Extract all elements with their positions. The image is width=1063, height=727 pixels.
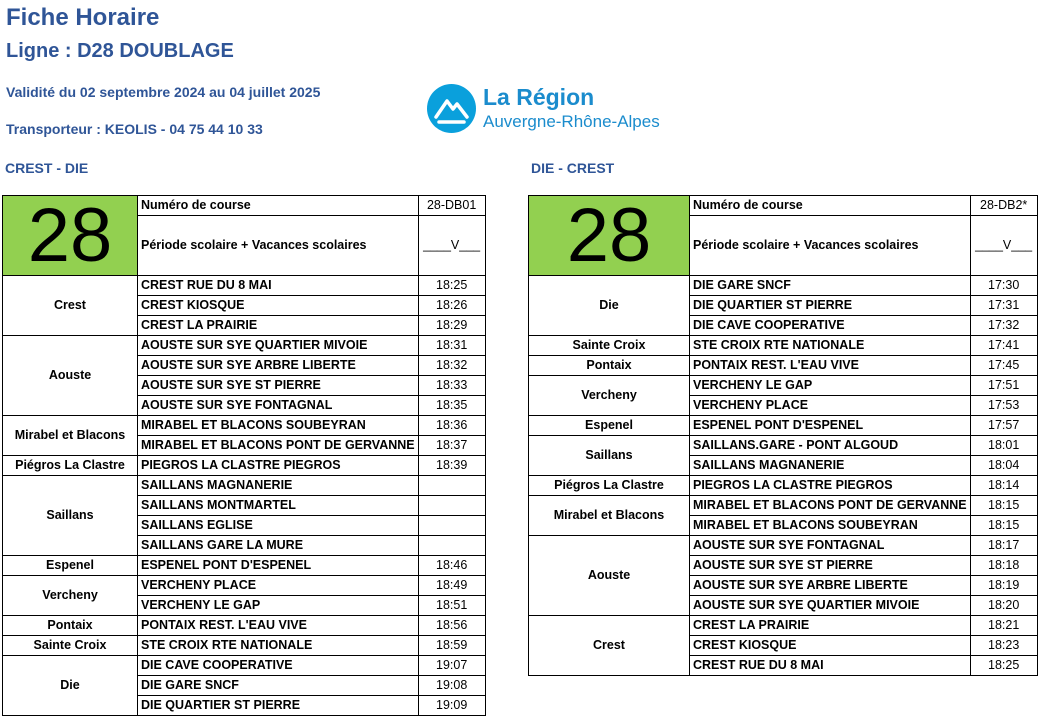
direction-title-left: CREST - DIE xyxy=(5,160,89,176)
stop-time: 17:41 xyxy=(970,336,1037,356)
region-logo-subtitle: Auvergne-Rhône-Alpes xyxy=(483,112,660,131)
stop-time: 18:18 xyxy=(970,556,1037,576)
stop-name: AOUSTE SUR SYE FONTAGNAL xyxy=(138,396,419,416)
stop-name: PIEGROS LA CLASTRE PIEGROS xyxy=(690,476,971,496)
stop-row xyxy=(529,416,1038,436)
stop-time: 18:37 xyxy=(418,436,485,456)
town-name: Crest xyxy=(529,616,690,676)
stop-name: SAILLANS MAGNANERIE xyxy=(690,456,971,476)
page-title: Fiche Horaire xyxy=(6,4,160,31)
stop-name: MIRABEL ET BLACONS PONT DE GERVANNE xyxy=(138,436,419,456)
stop-time: 18:51 xyxy=(418,596,485,616)
stop-row xyxy=(3,476,486,496)
stop-name: VERCHENY PLACE xyxy=(138,576,419,596)
stop-time: 17:53 xyxy=(970,396,1037,416)
stop-name: CREST KIOSQUE xyxy=(138,296,419,316)
stop-name: SAILLANS MONTMARTEL xyxy=(138,496,419,516)
town-name: Piégros La Clastre xyxy=(3,456,138,476)
validity-dates: Validité du 02 septembre 2024 au 04 juillet 2025 xyxy=(6,84,321,100)
period-label: Période scolaire + Vacances scolaires xyxy=(138,216,419,276)
stop-row xyxy=(529,336,1038,356)
region-logo xyxy=(427,84,677,136)
stop-name: CREST LA PRAIRIE xyxy=(138,316,419,336)
stop-name: SAILLANS.GARE - PONT ALGOUD xyxy=(690,436,971,456)
stop-name: AOUSTE SUR SYE ST PIERRE xyxy=(690,556,971,576)
course-number-label: Numéro de course xyxy=(690,196,971,216)
stop-name: AOUSTE SUR SYE ARBRE LIBERTE xyxy=(138,356,419,376)
stop-time: 17:32 xyxy=(970,316,1037,336)
period-value: ____V___ xyxy=(418,216,485,276)
stop-name: DIE CAVE COOPERATIVE xyxy=(138,656,419,676)
course-number-value: 28-DB2* xyxy=(970,196,1037,216)
stop-time: 18:31 xyxy=(418,336,485,356)
town-name: Mirabel et Blacons xyxy=(3,416,138,456)
stop-row xyxy=(3,456,486,476)
town-name: Sainte Croix xyxy=(3,636,138,656)
stop-name: DIE GARE SNCF xyxy=(690,276,971,296)
town-name: Aouste xyxy=(3,336,138,416)
stop-name: MIRABEL ET BLACONS SOUBEYRAN xyxy=(138,416,419,436)
stop-time: 17:30 xyxy=(970,276,1037,296)
stop-name: AOUSTE SUR SYE ARBRE LIBERTE xyxy=(690,576,971,596)
stop-name: PONTAIX REST. L'EAU VIVE xyxy=(690,356,971,376)
stop-time: 18:19 xyxy=(970,576,1037,596)
town-name: Sainte Croix xyxy=(529,336,690,356)
stop-name: ESPENEL PONT D'ESPENEL xyxy=(138,556,419,576)
stop-name: CREST KIOSQUE xyxy=(690,636,971,656)
stop-time xyxy=(418,476,485,496)
stop-time: 18:49 xyxy=(418,576,485,596)
stop-row xyxy=(529,616,1038,636)
town-name: Saillans xyxy=(3,476,138,556)
stop-name: AOUSTE SUR SYE FONTAGNAL xyxy=(690,536,971,556)
stop-name: CREST RUE DU 8 MAI xyxy=(690,656,971,676)
stop-name: DIE QUARTIER ST PIERRE xyxy=(690,296,971,316)
stop-time: 18:35 xyxy=(418,396,485,416)
town-name: Saillans xyxy=(529,436,690,476)
town-name: Mirabel et Blacons xyxy=(529,496,690,536)
stop-time xyxy=(418,516,485,536)
town-name: Crest xyxy=(3,276,138,336)
stop-time: 18:04 xyxy=(970,456,1037,476)
town-name: Aouste xyxy=(529,536,690,616)
town-name: Pontaix xyxy=(529,356,690,376)
stop-name: DIE QUARTIER ST PIERRE xyxy=(138,696,419,716)
stop-row xyxy=(3,636,486,656)
period-value: ____V___ xyxy=(970,216,1037,276)
stop-time: 18:36 xyxy=(418,416,485,436)
stop-name: MIRABEL ET BLACONS SOUBEYRAN xyxy=(690,516,971,536)
stop-name: AOUSTE SUR SYE QUARTIER MIVOIE xyxy=(138,336,419,356)
stop-name: DIE GARE SNCF xyxy=(138,676,419,696)
line-name: Ligne : D28 DOUBLAGE xyxy=(6,40,234,62)
stop-row xyxy=(3,276,486,296)
stop-time: 18:14 xyxy=(970,476,1037,496)
stop-time: 17:31 xyxy=(970,296,1037,316)
stop-name: CREST RUE DU 8 MAI xyxy=(138,276,419,296)
stop-time: 18:01 xyxy=(970,436,1037,456)
stop-row xyxy=(3,576,486,596)
town-name: Die xyxy=(3,656,138,716)
stop-name: VERCHENY PLACE xyxy=(690,396,971,416)
stop-time: 18:59 xyxy=(418,636,485,656)
stop-name: ESPENEL PONT D'ESPENEL xyxy=(690,416,971,436)
region-logo-name: La Région xyxy=(483,84,595,110)
stop-name: PONTAIX REST. L'EAU VIVE xyxy=(138,616,419,636)
stop-name: SAILLANS MAGNANERIE xyxy=(138,476,419,496)
timetable-crest-die xyxy=(2,195,486,716)
stop-name: VERCHENY LE GAP xyxy=(690,376,971,396)
town-name: Espenel xyxy=(529,416,690,436)
stop-time: 18:20 xyxy=(970,596,1037,616)
town-name: Die xyxy=(529,276,690,336)
stop-time: 18:33 xyxy=(418,376,485,396)
stop-name: SAILLANS EGLISE xyxy=(138,516,419,536)
stop-time: 18:26 xyxy=(418,296,485,316)
stop-row xyxy=(529,356,1038,376)
stop-time: 18:25 xyxy=(970,656,1037,676)
town-name: Piégros La Clastre xyxy=(529,476,690,496)
stop-time: 18:21 xyxy=(970,616,1037,636)
stop-row xyxy=(529,476,1038,496)
stop-time: 17:51 xyxy=(970,376,1037,396)
course-number-label: Numéro de course xyxy=(138,196,419,216)
line-number-badge: 28 xyxy=(3,196,138,276)
stop-row xyxy=(529,536,1038,556)
stop-row xyxy=(3,556,486,576)
town-name: Vercheny xyxy=(3,576,138,616)
stop-time: 18:29 xyxy=(418,316,485,336)
stop-name: STE CROIX RTE NATIONALE xyxy=(138,636,419,656)
stop-row xyxy=(3,416,486,436)
stop-row xyxy=(529,276,1038,296)
stop-time: 17:57 xyxy=(970,416,1037,436)
stop-name: CREST LA PRAIRIE xyxy=(690,616,971,636)
stop-time: 18:15 xyxy=(970,516,1037,536)
stop-row xyxy=(529,436,1038,456)
stop-time: 18:56 xyxy=(418,616,485,636)
direction-title-right: DIE - CREST xyxy=(531,160,615,176)
stop-time: 18:17 xyxy=(970,536,1037,556)
town-name: Vercheny xyxy=(529,376,690,416)
stop-name: SAILLANS GARE LA MURE xyxy=(138,536,419,556)
stop-name: PIEGROS LA CLASTRE PIEGROS xyxy=(138,456,419,476)
line-number-badge: 28 xyxy=(529,196,690,276)
stop-time: 18:46 xyxy=(418,556,485,576)
stop-row xyxy=(529,376,1038,396)
stop-time: 18:39 xyxy=(418,456,485,476)
stop-name: VERCHENY LE GAP xyxy=(138,596,419,616)
stop-time: 19:09 xyxy=(418,696,485,716)
carrier-info: Transporteur : KEOLIS - 04 75 44 10 33 xyxy=(6,121,263,137)
stop-time xyxy=(418,496,485,516)
stop-row xyxy=(3,656,486,676)
stop-row xyxy=(3,336,486,356)
timetable-die-crest xyxy=(528,195,1038,676)
town-name: Pontaix xyxy=(3,616,138,636)
stop-time: 18:25 xyxy=(418,276,485,296)
region-mountain-icon xyxy=(427,84,476,133)
stop-row xyxy=(3,616,486,636)
stop-time: 18:15 xyxy=(970,496,1037,516)
stop-time: 18:32 xyxy=(418,356,485,376)
stop-time: 18:23 xyxy=(970,636,1037,656)
period-label: Période scolaire + Vacances scolaires xyxy=(690,216,971,276)
stop-time: 19:08 xyxy=(418,676,485,696)
stop-name: DIE CAVE COOPERATIVE xyxy=(690,316,971,336)
stop-time: 17:45 xyxy=(970,356,1037,376)
stop-row xyxy=(529,496,1038,516)
town-name: Espenel xyxy=(3,556,138,576)
stop-name: STE CROIX RTE NATIONALE xyxy=(690,336,971,356)
stop-time: 19:07 xyxy=(418,656,485,676)
stop-time xyxy=(418,536,485,556)
stop-name: AOUSTE SUR SYE QUARTIER MIVOIE xyxy=(690,596,971,616)
stop-name: AOUSTE SUR SYE ST PIERRE xyxy=(138,376,419,396)
stop-name: MIRABEL ET BLACONS PONT DE GERVANNE xyxy=(690,496,971,516)
course-number-value: 28-DB01 xyxy=(418,196,485,216)
